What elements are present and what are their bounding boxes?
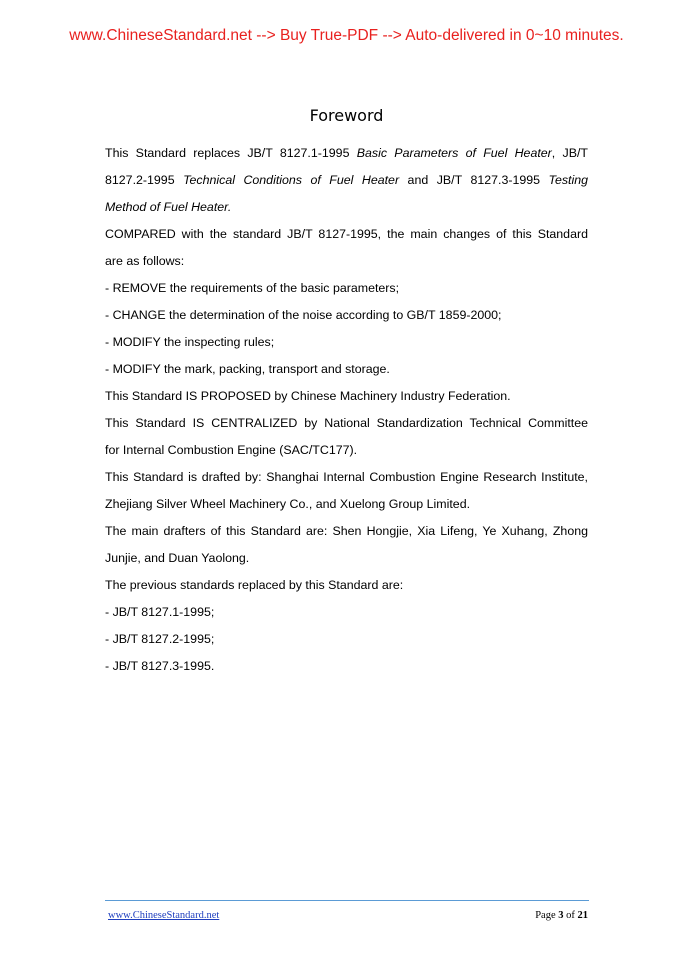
text-line xyxy=(105,140,588,167)
paragraph-drafters xyxy=(105,518,588,572)
text-line: This Standard IS CENTRALIZED by National Standardization Technical Committee xyxy=(105,416,588,430)
page-title: Foreword xyxy=(309,106,384,125)
text-span: and JB/T 8127.3-1995 xyxy=(399,173,549,187)
page-total: 21 xyxy=(577,910,588,921)
promo-banner[interactable]: www.ChineseStandard.net --> Buy True-PDF --> Auto-delivered in 0~10 minutes. xyxy=(69,27,624,44)
paragraph-previous: The previous standards replaced by this Standard are: xyxy=(105,578,404,592)
list-item: - MODIFY the mark, packing, transport and storage. xyxy=(105,362,390,376)
text-line xyxy=(105,167,588,194)
text-line: The main drafters of this Standard are: Shen Hongjie, Xia Lifeng, Ye Xuhang, Zhong xyxy=(105,524,588,538)
list-item: - CHANGE the determination of the noise according to GB/T 1859-2000; xyxy=(105,308,502,322)
list-item: - REMOVE the requirements of the basic parameters; xyxy=(105,281,400,295)
list-item: - JB/T 8127.1-1995; xyxy=(105,605,215,619)
footer-divider xyxy=(105,900,589,901)
text-line: Junjie, and Duan Yaolong. xyxy=(105,551,250,565)
text-span: This Standard replaces JB/T 8127.1-1995 xyxy=(105,146,357,160)
text-span: , JB/T xyxy=(551,146,588,160)
title-reference: Basic Parameters of Fuel Heater xyxy=(356,146,552,160)
paragraph-centralized xyxy=(105,410,588,464)
list-item: - JB/T 8127.2-1995; xyxy=(105,632,215,646)
foreword-body xyxy=(105,140,588,680)
text-line: COMPARED with the standard JB/T 8127-1995, the main changes of this Standard xyxy=(105,227,588,241)
list-item: - MODIFY the inspecting rules; xyxy=(105,335,275,349)
text-line: This Standard is drafted by: Shanghai Internal Combustion Engine Research Institute, xyxy=(105,470,588,484)
text-line xyxy=(105,194,588,221)
title-reference: Technical Conditions of Fuel Heater xyxy=(183,173,400,187)
title-reference: Method of Fuel Heater. xyxy=(105,200,232,214)
text-line: Zhejiang Silver Wheel Machinery Co., and Xuelong Group Limited. xyxy=(105,497,471,511)
text-line: for Internal Combustion Engine (SAC/TC177). xyxy=(105,443,358,457)
text-span: 8127.2-1995 xyxy=(105,173,184,187)
page-label: Page xyxy=(535,910,559,921)
page-current: 3 xyxy=(558,910,564,921)
paragraph-compared xyxy=(105,221,588,275)
page-indicator xyxy=(535,910,588,921)
text-line: are as follows: xyxy=(105,254,185,268)
paragraph-drafted xyxy=(105,464,588,518)
list-item: - JB/T 8127.3-1995. xyxy=(105,659,215,673)
title-reference: Testing xyxy=(548,173,589,187)
paragraph-proposed: This Standard IS PROPOSED by Chinese Machinery Industry Federation. xyxy=(105,389,511,403)
paragraph-replaces xyxy=(105,140,588,221)
page-separator: of xyxy=(563,910,578,921)
footer-site-link[interactable]: www.ChineseStandard.net xyxy=(108,910,220,921)
